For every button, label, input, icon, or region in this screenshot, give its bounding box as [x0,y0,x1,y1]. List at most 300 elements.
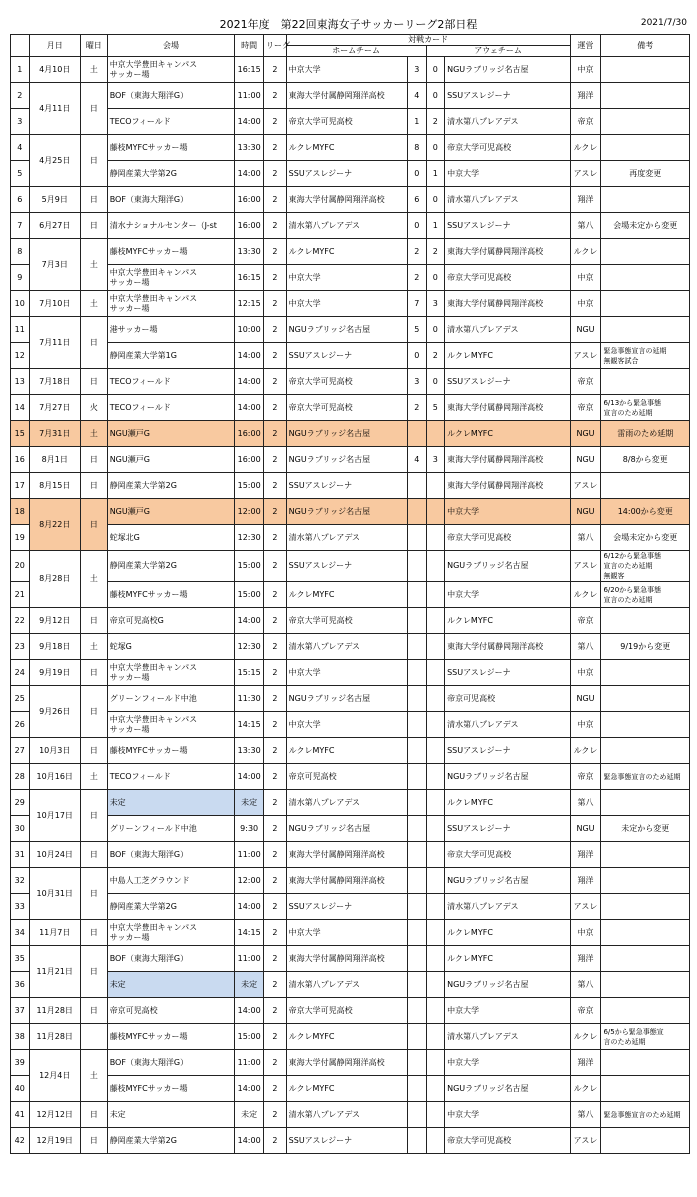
away-score-cell [426,894,445,920]
match-weekday: 日 [80,842,107,868]
home-score-cell [408,582,427,608]
away-score-cell [426,1076,445,1102]
table-row [11,291,690,317]
away-score-cell [426,764,445,790]
remarks-cell [601,473,690,499]
table-row [11,582,690,608]
home-score-cell [408,764,427,790]
home-team-cell: NGUラブリッジ名古屋 [286,317,407,343]
match-date: 12月12日 [29,1102,80,1128]
table-row [11,1102,690,1128]
venue-cell: TECOフィールド [107,395,235,421]
league-cell: 2 [264,998,287,1024]
match-weekday: 日 [80,187,107,213]
header-venue: 会場 [107,35,235,57]
home-team-cell: ルクレMYFC [286,239,407,265]
away-score-cell: 0 [426,57,445,83]
away-score-cell [426,1050,445,1076]
away-team-cell: SSUアスレジーナ [445,738,571,764]
header-time: 時間 [235,35,264,57]
match-date: 10月3日 [29,738,80,764]
row-number: 16 [11,447,30,473]
table-row [11,790,690,816]
home-score-cell [408,1024,427,1050]
operator-cell: NGU [570,421,601,447]
match-date: 7月3日 [29,239,80,291]
venue-cell: 中京大学豊田キャンパス サッカー場 [107,291,235,317]
time-cell: 16:15 [235,265,264,291]
table-row [11,686,690,712]
time-cell: 16:00 [235,187,264,213]
time-cell: 14:00 [235,1128,264,1154]
away-team-cell: SSUアスレジーナ [445,83,571,109]
row-number: 26 [11,712,30,738]
home-score-cell [408,738,427,764]
match-weekday: 日 [80,868,107,920]
home-score-cell [408,790,427,816]
home-score-cell: 4 [408,83,427,109]
remarks-cell: 緊急事態宣言のため延期 [601,764,690,790]
away-team-cell: SSUアスレジーナ [445,213,571,239]
remarks-cell [601,57,690,83]
match-date: 11月7日 [29,920,80,946]
time-cell: 11:00 [235,946,264,972]
table-row [11,83,690,109]
remarks-cell [601,608,690,634]
away-score-cell: 0 [426,265,445,291]
league-cell: 2 [264,291,287,317]
home-score-cell [408,421,427,447]
away-score-cell: 2 [426,239,445,265]
match-date: 7月27日 [29,395,80,421]
time-cell: 12:30 [235,634,264,660]
row-number: 33 [11,894,30,920]
match-weekday: 日 [80,998,107,1024]
time-cell: 14:00 [235,764,264,790]
away-score-cell: 3 [426,447,445,473]
remarks-cell: 6/13から緊急事態 宣言のため延期 [601,395,690,421]
match-weekday: 日 [80,946,107,998]
operator-cell: 第八 [570,972,601,998]
row-number: 19 [11,525,30,551]
remarks-cell [601,972,690,998]
operator-cell: ルクレ [570,135,601,161]
league-cell: 2 [264,712,287,738]
venue-cell: 港サッカー場 [107,317,235,343]
row-number: 30 [11,816,30,842]
match-date: 10月24日 [29,842,80,868]
header-operator: 運営 [570,35,601,57]
home-team-cell: SSUアスレジーナ [286,161,407,187]
away-score-cell [426,920,445,946]
home-team-cell: NGUラブリッジ名古屋 [286,421,407,447]
away-team-cell: 東海大学付属静岡翔洋高校 [445,447,571,473]
time-cell: 16:00 [235,213,264,239]
operator-cell: 翔洋 [570,83,601,109]
operator-cell: 翔洋 [570,946,601,972]
away-score-cell: 0 [426,135,445,161]
away-score-cell: 2 [426,343,445,369]
venue-cell: 藤枝MYFCサッカー場 [107,738,235,764]
remarks-cell [601,1128,690,1154]
home-team-cell: 清水第八プレアデス [286,790,407,816]
row-number: 35 [11,946,30,972]
home-team-cell: 東海大学付属静岡翔洋高校 [286,946,407,972]
league-cell: 2 [264,816,287,842]
time-cell: 14:00 [235,608,264,634]
home-team-cell: 帝京可児高校 [286,764,407,790]
match-date: 9月19日 [29,660,80,686]
time-cell: 未定 [235,1102,264,1128]
match-weekday: 土 [80,764,107,790]
match-date: 4月11日 [29,83,80,135]
remarks-cell: 6/20から緊急事態 宣言のため延期 [601,582,690,608]
match-date: 8月28日 [29,551,80,608]
away-team-cell: 東海大学付属静岡翔洋高校 [445,395,571,421]
away-score-cell [426,1102,445,1128]
time-cell: 11:00 [235,842,264,868]
league-cell: 2 [264,1024,287,1050]
venue-cell: 未定 [107,790,235,816]
row-number: 28 [11,764,30,790]
league-cell: 2 [264,582,287,608]
row-number: 39 [11,1050,30,1076]
remarks-cell [601,738,690,764]
operator-cell: 帝京 [570,998,601,1024]
row-number: 41 [11,1102,30,1128]
time-cell: 15:00 [235,1024,264,1050]
remarks-cell [601,239,690,265]
remarks-cell [601,790,690,816]
away-team-cell: 中京大学 [445,998,571,1024]
league-cell: 2 [264,525,287,551]
table-row [11,660,690,686]
match-date: 11月28日 [29,1024,80,1050]
remarks-cell [601,842,690,868]
remarks-cell [601,894,690,920]
remarks-cell: 雷雨のため延期 [601,421,690,447]
operator-cell: 帝京 [570,764,601,790]
home-score-cell [408,1050,427,1076]
row-number: 1 [11,57,30,83]
operator-cell: アスレ [570,894,601,920]
home-team-cell: 中京大学 [286,291,407,317]
row-number: 5 [11,161,30,187]
remarks-cell: 緊急事態宣言のため延期 [601,1102,690,1128]
away-score-cell [426,790,445,816]
league-cell: 2 [264,1128,287,1154]
table-row [11,395,690,421]
venue-cell: TECOフィールド [107,764,235,790]
away-score-cell: 0 [426,187,445,213]
league-cell: 2 [264,738,287,764]
time-cell: 15:00 [235,582,264,608]
away-team-cell: SSUアスレジーナ [445,816,571,842]
table-row [11,920,690,946]
home-score-cell [408,894,427,920]
away-score-cell [426,473,445,499]
document-title: 2021年度 第22回東海女子サッカーリーグ2部日程 [219,18,478,31]
venue-cell: 藤枝MYFCサッカー場 [107,582,235,608]
away-score-cell [426,1128,445,1154]
away-score-cell: 0 [426,317,445,343]
away-score-cell: 0 [426,369,445,395]
venue-cell: 中京大学豊田キャンパス サッカー場 [107,920,235,946]
league-cell: 2 [264,764,287,790]
league-cell: 2 [264,842,287,868]
remarks-cell [601,686,690,712]
home-team-cell: 清水第八プレアデス [286,634,407,660]
match-date: 7月10日 [29,291,80,317]
match-weekday: 土 [80,1050,107,1102]
away-team-cell: 東海大学付属静岡翔洋高校 [445,239,571,265]
time-cell: 14:00 [235,998,264,1024]
table-row [11,1128,690,1154]
venue-cell: NGU瀬戸G [107,499,235,525]
match-date: 9月26日 [29,686,80,738]
match-weekday: 日 [80,686,107,738]
league-cell: 2 [264,265,287,291]
time-cell: 15:00 [235,551,264,582]
operator-cell: 翔洋 [570,868,601,894]
table-row [11,265,690,291]
venue-cell: グリーンフィールド中池 [107,816,235,842]
time-cell: 12:15 [235,291,264,317]
venue-cell: 中京大学豊田キャンパス サッカー場 [107,712,235,738]
home-score-cell: 2 [408,395,427,421]
home-score-cell: 1 [408,109,427,135]
venue-cell: 静岡産業大学第2G [107,894,235,920]
row-number: 8 [11,239,30,265]
venue-cell: 藤枝MYFCサッカー場 [107,1076,235,1102]
table-row [11,161,690,187]
venue-cell: 静岡産業大学第2G [107,473,235,499]
table-row [11,868,690,894]
home-score-cell [408,525,427,551]
match-weekday: 日 [80,1128,107,1154]
league-cell: 2 [264,894,287,920]
away-score-cell: 1 [426,161,445,187]
time-cell: 15:00 [235,473,264,499]
home-team-cell: 清水第八プレアデス [286,1102,407,1128]
league-cell: 2 [264,161,287,187]
match-date: 6月27日 [29,213,80,239]
table-row [11,1050,690,1076]
operator-cell: アスレ [570,343,601,369]
row-number: 36 [11,972,30,998]
away-team-cell: ルクレMYFC [445,343,571,369]
header-weekday: 曜日 [80,35,107,57]
match-weekday: 日 [80,473,107,499]
match-weekday: 土 [80,551,107,608]
table-row [11,109,690,135]
header-row-top [11,35,690,46]
operator-cell: 翔洋 [570,842,601,868]
away-team-cell: NGUラブリッジ名古屋 [445,972,571,998]
operator-cell: 帝京 [570,395,601,421]
row-number: 42 [11,1128,30,1154]
match-weekday: 日 [80,83,107,135]
home-score-cell [408,712,427,738]
home-team-cell: 東海大学付属静岡翔洋高校 [286,842,407,868]
operator-cell: 帝京 [570,369,601,395]
match-weekday: 日 [80,790,107,842]
row-number: 27 [11,738,30,764]
away-team-cell: 清水第八プレアデス [445,317,571,343]
home-team-cell: SSUアスレジーナ [286,343,407,369]
league-cell: 2 [264,686,287,712]
row-number: 4 [11,135,30,161]
remarks-cell: 会場未定から変更 [601,213,690,239]
away-score-cell: 2 [426,109,445,135]
league-cell: 2 [264,395,287,421]
venue-cell: 中京大学豊田キャンパス サッカー場 [107,660,235,686]
venue-cell: TECOフィールド [107,369,235,395]
time-cell: 14:00 [235,1076,264,1102]
table-row [11,343,690,369]
away-score-cell [426,972,445,998]
row-number: 11 [11,317,30,343]
match-date: 9月12日 [29,608,80,634]
table-row [11,816,690,842]
home-team-cell: SSUアスレジーナ [286,894,407,920]
time-cell: 未定 [235,972,264,998]
away-team-cell: 清水第八プレアデス [445,1024,571,1050]
home-team-cell: SSUアスレジーナ [286,551,407,582]
match-weekday: 日 [80,738,107,764]
schedule-table [10,34,690,1154]
away-team-cell: ルクレMYFC [445,608,571,634]
league-cell: 2 [264,608,287,634]
operator-cell: 翔洋 [570,1050,601,1076]
league-cell: 2 [264,83,287,109]
away-team-cell: ルクレMYFC [445,790,571,816]
operator-cell: 第八 [570,213,601,239]
row-number: 24 [11,660,30,686]
match-weekday: 日 [80,660,107,686]
header-match-card: 対戦カード [286,35,570,46]
operator-cell: 第八 [570,634,601,660]
away-team-cell: 東海大学付属静岡翔洋高校 [445,291,571,317]
away-team-cell: ルクレMYFC [445,946,571,972]
home-score-cell [408,972,427,998]
venue-cell: 帝京可児高校 [107,998,235,1024]
table-row [11,972,690,998]
away-score-cell [426,998,445,1024]
away-score-cell [426,1024,445,1050]
remarks-cell [601,946,690,972]
remarks-cell: 会場未定から変更 [601,525,690,551]
home-team-cell: 中京大学 [286,920,407,946]
match-weekday: 土 [80,291,107,317]
row-number: 23 [11,634,30,660]
header [0,0,697,34]
match-weekday: 土 [80,57,107,83]
table-row [11,317,690,343]
home-score-cell [408,686,427,712]
row-number: 6 [11,187,30,213]
venue-cell: 静岡産業大学第2G [107,1128,235,1154]
venue-cell: BOF（東海大翔洋G） [107,842,235,868]
match-date: 8月1日 [29,447,80,473]
time-cell: 16:00 [235,447,264,473]
remarks-cell [601,920,690,946]
table-row [11,946,690,972]
time-cell: 14:00 [235,109,264,135]
venue-cell: 中島人工芝グラウンド [107,868,235,894]
league-cell: 2 [264,1050,287,1076]
match-weekday: 土 [80,421,107,447]
remarks-cell: 6/12から緊急事態 宣言のため延期 無観客 [601,551,690,582]
time-cell: 未定 [235,790,264,816]
table-row [11,712,690,738]
venue-cell: 藤枝MYFCサッカー場 [107,135,235,161]
away-team-cell: 帝京大学可児高校 [445,1128,571,1154]
operator-cell: 中京 [570,712,601,738]
table-row [11,634,690,660]
time-cell: 11:00 [235,83,264,109]
league-cell: 2 [264,1076,287,1102]
match-weekday: 土 [80,634,107,660]
time-cell: 13:30 [235,738,264,764]
home-score-cell [408,660,427,686]
row-number: 38 [11,1024,30,1050]
venue-cell: 中京大学豊田キャンパス サッカー場 [107,57,235,83]
away-score-cell [426,421,445,447]
away-team-cell: 清水第八プレアデス [445,712,571,738]
operator-cell: 帝京 [570,109,601,135]
row-number: 18 [11,499,30,525]
away-team-cell: SSUアスレジーナ [445,369,571,395]
match-date: 7月18日 [29,369,80,395]
match-weekday: 日 [80,317,107,369]
operator-cell: 中京 [570,57,601,83]
match-weekday: 日 [80,499,107,551]
away-score-cell [426,634,445,660]
row-number: 12 [11,343,30,369]
row-number: 29 [11,790,30,816]
league-cell: 2 [264,317,287,343]
venue-cell: NGU瀬戸G [107,421,235,447]
operator-cell: 第八 [570,1102,601,1128]
row-number: 14 [11,395,30,421]
table-row [11,551,690,582]
operator-cell: 中京 [570,291,601,317]
match-date: 4月25日 [29,135,80,187]
league-cell: 2 [264,920,287,946]
row-number: 32 [11,868,30,894]
league-cell: 2 [264,213,287,239]
away-score-cell [426,816,445,842]
row-number: 40 [11,1076,30,1102]
match-date: 7月11日 [29,317,80,369]
remarks-cell: 緊急事態宣言の延期 無観客試合 [601,343,690,369]
league-cell: 2 [264,447,287,473]
league-cell: 2 [264,109,287,135]
league-cell: 2 [264,473,287,499]
remarks-cell [601,1050,690,1076]
remarks-cell [601,369,690,395]
operator-cell: 中京 [570,920,601,946]
league-cell: 2 [264,499,287,525]
venue-cell: 蛇塚北G [107,525,235,551]
away-team-cell: 東海大学付属静岡翔洋高校 [445,634,571,660]
venue-cell: NGU瀬戸G [107,447,235,473]
match-date: 11月28日 [29,998,80,1024]
venue-cell: BOF（東海大翔洋G） [107,83,235,109]
remarks-cell: 9/19から変更 [601,634,690,660]
home-score-cell: 7 [408,291,427,317]
